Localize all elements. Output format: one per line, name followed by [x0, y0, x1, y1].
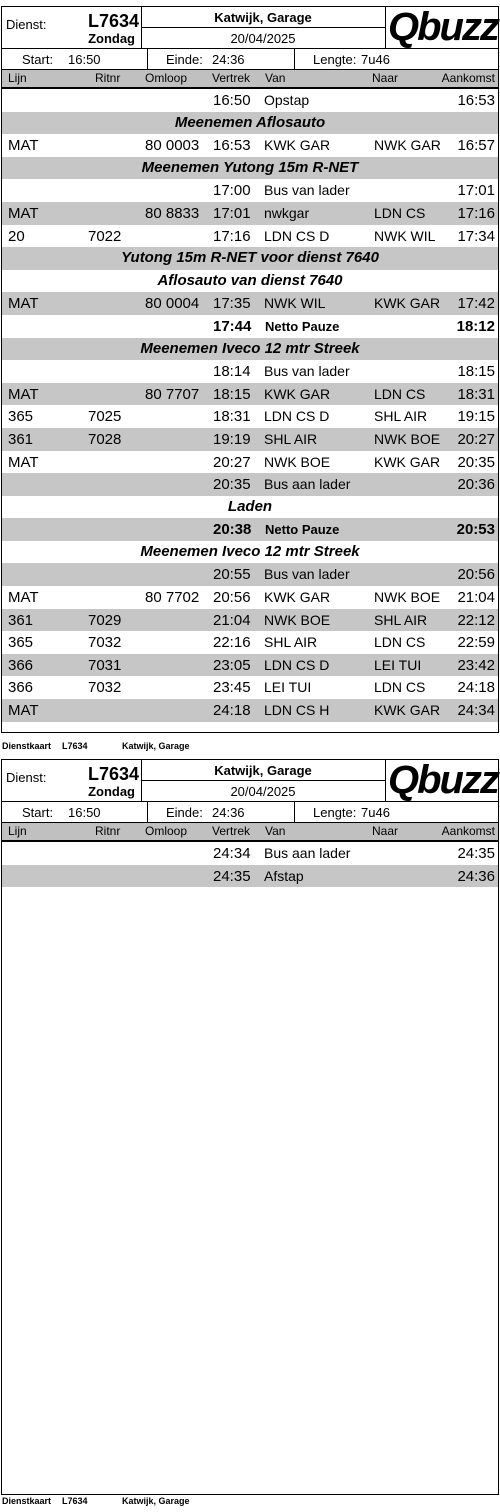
footer-location: Katwijk, Garage: [122, 741, 190, 751]
lengte-value: 7u46: [361, 52, 390, 67]
dienst-day: Zondag: [88, 784, 135, 799]
cell-aankomst: 20:27: [457, 430, 495, 448]
cell-van: KWK GAR: [264, 385, 331, 402]
schedule-row: [2, 202, 498, 225]
cell-lijn: MAT: [8, 295, 39, 313]
schedule-row: [2, 842, 498, 865]
section-heading-row: [2, 541, 498, 564]
times-row: [2, 49, 498, 70]
cell-naar: SHL AIR: [374, 408, 428, 425]
lengte-label: Lengte:: [313, 52, 357, 67]
cell-lijn: MAT: [8, 385, 39, 403]
schedule-row: [2, 586, 498, 609]
schedule-rows: [2, 89, 498, 722]
cell-van: Bus van lader: [264, 363, 350, 380]
cell-vertrek: 20:56: [213, 589, 251, 607]
cell-vertrek: 17:16: [213, 227, 251, 245]
pause-start: 20:38: [213, 521, 252, 539]
dienst-day: Zondag: [88, 31, 135, 46]
cell-lijn: MAT: [8, 204, 39, 222]
schedule-row: [2, 676, 498, 699]
cell-naar: NWK WIL: [374, 227, 436, 244]
cell-ritnr: 7022: [88, 227, 122, 245]
start-time: 16:50: [68, 52, 101, 67]
cell-omloop: 80 7702: [145, 589, 200, 607]
qbuzz-logo: Qbuzz: [388, 5, 498, 49]
pause-end: 18:12: [456, 317, 495, 335]
cell-lijn: 20: [8, 227, 25, 245]
cell-aankomst: 22:12: [457, 611, 495, 629]
start-label: Start:: [22, 805, 54, 820]
logo-cell: [386, 7, 498, 48]
cell-lijn: MAT: [8, 589, 39, 607]
cell-van: LEI TUI: [264, 679, 312, 696]
cell-omloop: 80 8833: [145, 204, 200, 222]
cell-omloop: 80 0003: [145, 137, 200, 155]
cell-van: LDN CS D: [264, 408, 330, 425]
section-heading: Yutong 15m R-NET voor dienst 7640: [121, 249, 379, 267]
col-lijn: Lijn: [8, 824, 27, 838]
footer-dienst: L7634: [62, 741, 88, 751]
col-ritnr: Ritnr: [95, 824, 121, 838]
pause-label: Netto Pauze: [265, 522, 340, 538]
location: Katwijk, Garage: [214, 763, 312, 778]
schedule-row: [2, 865, 498, 888]
schedule-row: [2, 134, 498, 157]
location: Katwijk, Garage: [214, 10, 312, 25]
cell-aankomst: 17:34: [457, 227, 495, 245]
cell-lijn: 366: [8, 679, 34, 697]
cell-naar: NWK BOE: [374, 589, 441, 606]
col-vertrek: Vertrek: [212, 824, 251, 838]
cell-aankomst: 17:42: [457, 295, 495, 313]
col-aankomst: Aankomst: [441, 824, 495, 838]
cell-naar: SHL AIR: [374, 611, 428, 628]
date: 20/04/2025: [230, 31, 296, 46]
cell-vertrek: 18:31: [213, 408, 251, 426]
pause-end: 20:53: [456, 521, 495, 539]
cell-vertrek: 16:50: [213, 92, 251, 109]
schedule-row: [2, 225, 498, 248]
column-header: [2, 823, 498, 842]
cell-ritnr: 7032: [88, 679, 122, 697]
dienstkaart-page-1: [1, 6, 499, 733]
column-header: [2, 70, 498, 89]
col-omloop: Omloop: [145, 71, 188, 85]
cell-van: Afstap: [264, 867, 304, 884]
cell-aankomst: 17:16: [457, 204, 495, 222]
start-time: 16:50: [68, 805, 101, 820]
cell-lijn: 365: [8, 408, 34, 426]
einde-time: 24:36: [212, 805, 245, 820]
schedule-row: [2, 405, 498, 428]
schedule-row: [2, 179, 498, 202]
cell-van: Opstap: [264, 92, 310, 108]
schedule-row: [2, 563, 498, 586]
pause-row: [2, 518, 498, 541]
cell-van: LDN CS H: [264, 702, 330, 719]
cell-ritnr: 7031: [88, 656, 122, 674]
cell-vertrek: 22:16: [213, 634, 251, 652]
cell-vertrek: 20:27: [213, 453, 251, 471]
col-van: Van: [265, 824, 286, 838]
footer-dienstkaart: Dienstkaart: [2, 741, 52, 751]
cell-vertrek: 19:19: [213, 430, 251, 448]
cell-aankomst: 19:15: [457, 408, 495, 426]
col-naar: Naar: [372, 824, 399, 838]
cell-ritnr: 7029: [88, 611, 122, 629]
cell-lijn: 366: [8, 656, 34, 674]
cell-aankomst: 23:42: [457, 656, 495, 674]
footer-dienstkaart: Dienstkaart: [2, 1496, 52, 1506]
cell-vertrek: 17:00: [213, 182, 251, 200]
cell-ritnr: 7028: [88, 430, 122, 448]
einde-label: Einde:: [166, 52, 203, 67]
schedule-row: [2, 473, 498, 496]
cell-aankomst: 18:31: [457, 385, 495, 403]
cell-omloop: 80 7707: [145, 385, 200, 403]
times-row: [2, 802, 498, 823]
qbuzz-logo: Qbuzz: [388, 758, 498, 802]
pause-label: Netto Pauze: [265, 318, 340, 334]
col-lijn: Lijn: [8, 71, 27, 85]
col-vertrek: Vertrek: [212, 71, 251, 85]
cell-aankomst: 20:36: [457, 476, 495, 494]
cell-aankomst: 16:57: [457, 137, 495, 155]
dienst-number: L7634: [87, 764, 139, 784]
cell-vertrek: 24:18: [213, 702, 251, 720]
cell-aankomst: 24:35: [457, 845, 495, 862]
cell-aankomst: 16:53: [457, 92, 495, 109]
cell-omloop: 80 0004: [145, 295, 200, 313]
cell-van: NWK BOE: [264, 453, 331, 470]
schedule-row: [2, 654, 498, 677]
cell-aankomst: 22:59: [457, 634, 495, 652]
cell-van: KWK GAR: [264, 137, 331, 154]
cell-vertrek: 23:45: [213, 679, 251, 697]
dienst-number: L7634: [87, 11, 139, 31]
dienstkaart-page-2: [1, 759, 499, 1495]
cell-vertrek: 18:14: [213, 363, 251, 381]
cell-vertrek: 16:53: [213, 137, 251, 155]
cell-vertrek: 17:01: [213, 204, 251, 222]
lengte-value: 7u46: [361, 805, 390, 820]
cell-vertrek: 24:35: [213, 867, 251, 885]
cell-vertrek: 17:35: [213, 295, 251, 313]
cell-lijn: 361: [8, 430, 34, 448]
cell-vertrek: 23:05: [213, 656, 251, 674]
pause-row: [2, 315, 498, 338]
cell-van: NWK WIL: [264, 295, 326, 312]
cell-van: LDN CS D: [264, 656, 330, 673]
schedule-row: [2, 89, 498, 112]
cell-naar: LDN CS: [374, 679, 426, 696]
schedule-row: [2, 451, 498, 474]
cell-naar: KWK GAR: [374, 702, 441, 719]
schedule-row: [2, 699, 498, 722]
section-heading-row: [2, 270, 498, 293]
date: 20/04/2025: [230, 784, 296, 799]
schedule-row: [2, 383, 498, 406]
einde-label: Einde:: [166, 805, 203, 820]
cell-van: SHL AIR: [264, 430, 318, 447]
section-heading-row: [2, 247, 498, 270]
section-heading-row: [2, 496, 498, 519]
cell-aankomst: 24:36: [457, 867, 495, 885]
cell-aankomst: 20:35: [457, 453, 495, 471]
dienst-cell: [2, 760, 142, 801]
cell-naar: LDN CS: [374, 385, 426, 402]
dienst-label: Dienst:: [6, 17, 47, 32]
cell-van: KWK GAR: [264, 589, 331, 606]
cell-lijn: 361: [8, 611, 34, 629]
cell-naar: LEI TUI: [374, 656, 422, 673]
dienst-cell: [2, 7, 142, 48]
cell-lijn: MAT: [8, 702, 39, 720]
section-heading: Meenemen Yutong 15m R-NET: [141, 158, 359, 176]
cell-van: LDN CS D: [264, 227, 330, 244]
cell-aankomst: 24:34: [457, 702, 495, 720]
cell-aankomst: 20:56: [457, 566, 495, 584]
col-ritnr: Ritnr: [95, 71, 121, 85]
cell-naar: KWK GAR: [374, 295, 441, 312]
col-aankomst: Aankomst: [441, 71, 495, 85]
cell-lijn: 365: [8, 634, 34, 652]
cell-van: Bus van lader: [264, 182, 350, 199]
cell-van: Bus aan lader: [264, 845, 351, 861]
cell-vertrek: 20:35: [213, 476, 251, 494]
cell-vertrek: 18:15: [213, 385, 251, 403]
dienst-label: Dienst:: [6, 770, 47, 785]
section-heading: Meenemen Iveco 12 mtr Streek: [140, 339, 360, 357]
cell-vertrek: 24:34: [213, 845, 251, 862]
cell-van: nwkgar: [264, 204, 310, 221]
location-cell: [141, 760, 386, 801]
schedule-row: [2, 428, 498, 451]
cell-naar: LDN CS: [374, 634, 426, 651]
section-heading: Laden: [227, 497, 273, 515]
cell-aankomst: 24:18: [457, 679, 495, 697]
cell-van: Bus van lader: [264, 566, 350, 583]
footer-dienst: L7634: [62, 1496, 88, 1506]
cell-lijn: MAT: [8, 137, 39, 155]
cell-ritnr: 7025: [88, 408, 122, 426]
lengte-label: Lengte:: [313, 805, 357, 820]
col-van: Van: [265, 71, 286, 85]
schedule-row: [2, 609, 498, 632]
pause-start: 17:44: [213, 317, 252, 335]
cell-aankomst: 17:01: [457, 182, 495, 200]
schedule-rows: [2, 842, 498, 887]
cell-aankomst: 21:04: [457, 589, 495, 607]
cell-vertrek: 20:55: [213, 566, 251, 584]
cell-naar: NWK BOE: [374, 430, 441, 447]
schedule-row: [2, 360, 498, 383]
cell-vertrek: 21:04: [213, 611, 251, 629]
section-heading: Aflosauto van dienst 7640: [157, 271, 343, 289]
col-omloop: Omloop: [145, 824, 188, 838]
card-header: [2, 760, 498, 802]
location-cell: [141, 7, 386, 48]
footer-location: Katwijk, Garage: [122, 1496, 190, 1506]
schedule-row: [2, 292, 498, 315]
card-header: [2, 7, 498, 49]
section-heading-row: [2, 112, 498, 135]
cell-aankomst: 18:15: [457, 363, 495, 381]
logo-cell: [386, 760, 498, 801]
cell-van: NWK BOE: [264, 611, 331, 628]
cell-ritnr: 7032: [88, 634, 122, 652]
cell-naar: NWK GAR: [374, 137, 441, 154]
cell-van: Bus aan lader: [264, 476, 351, 493]
cell-lijn: MAT: [8, 453, 39, 471]
section-heading: Meenemen Aflosauto: [174, 113, 326, 131]
schedule-row: [2, 631, 498, 654]
einde-time: 24:36: [212, 52, 245, 67]
section-heading: Meenemen Iveco 12 mtr Streek: [140, 542, 360, 560]
cell-naar: LDN CS: [374, 204, 426, 221]
section-heading-row: [2, 157, 498, 180]
cell-van: SHL AIR: [264, 634, 318, 651]
start-label: Start:: [22, 52, 54, 67]
col-naar: Naar: [372, 71, 399, 85]
section-heading-row: [2, 338, 498, 361]
cell-naar: KWK GAR: [374, 453, 441, 470]
